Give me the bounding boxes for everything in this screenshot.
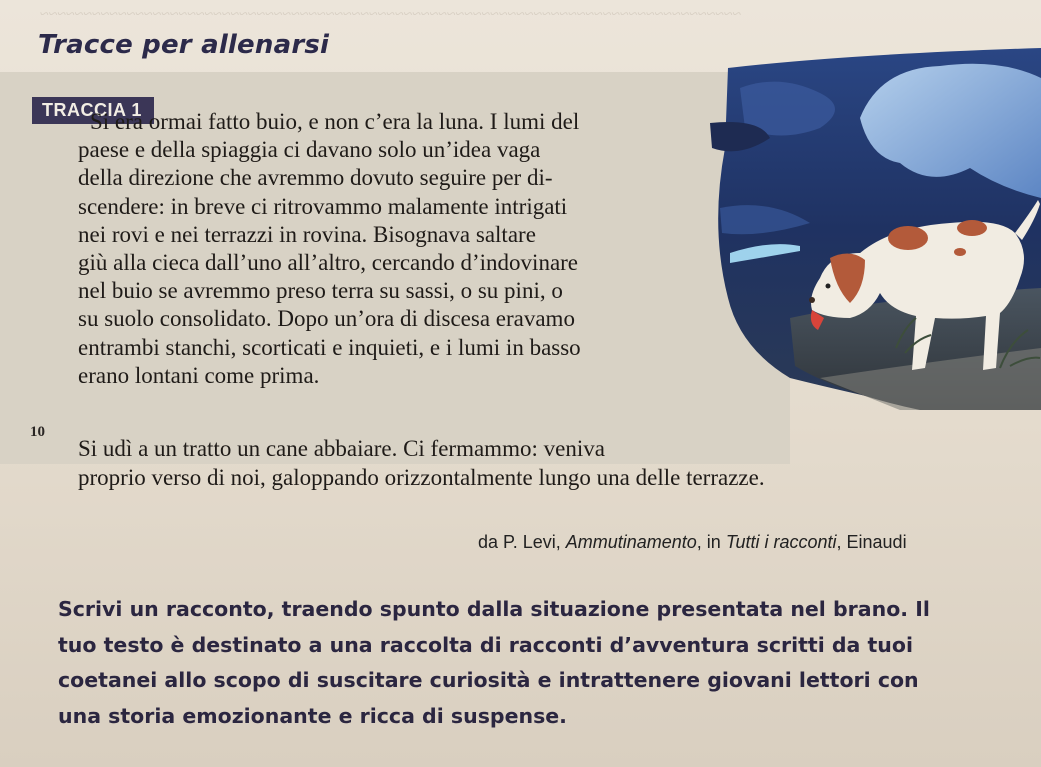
- source-work: Ammutinamento: [565, 532, 697, 552]
- task-line: Scrivi un racconto, traendo spunto dalla situazione presentata nel brano. Il: [58, 597, 930, 621]
- dog-illustration-icon: [700, 48, 1041, 410]
- passage-line: nel buio se avremmo preso terra su sassi, o su pini, o: [78, 278, 563, 304]
- passage-line: paese e della spiaggia ci davano solo un’idea vaga: [78, 137, 541, 163]
- passage-line: Si udì a un tratto un cane abbaiare. Ci fermammo: veniva: [78, 436, 605, 461]
- passage-paragraph-1: [78, 108, 581, 390]
- bleed-through-text: ~~~~~~~~~~~~~~~~~~~~~~~~~~~~~~~~~~~~~~~~~~~~~~~~~~~~~~~~~~~~~~~~~~~~~~~~~~~~~~~~~: [40, 6, 742, 23]
- task-instructions: [58, 592, 930, 734]
- passage-line: giù alla cieca dall’uno all’altro, cercando d’indovinare: [78, 250, 579, 276]
- traccia-badge: TRACCIA 1: [32, 97, 154, 124]
- passage-line: scendere: in breve ci ritrovammo malamente intrigati: [78, 193, 568, 219]
- task-line: coetanei allo scopo di suscitare curiosità e intrattenere giovani lettori con: [58, 668, 919, 692]
- passage-paragraph-2: [78, 435, 765, 492]
- source-middle: , in: [696, 532, 726, 552]
- task-line: una storia emozionante e ricca di suspense.: [58, 703, 567, 728]
- section-title: Tracce per allenarsi: [38, 30, 330, 60]
- passage-line: Si era ormai fatto buio, e non c’era la luna. I lumi del: [90, 109, 580, 134]
- source-citation: [478, 532, 907, 553]
- passage-line: erano lontani come prima.: [78, 362, 320, 388]
- source-publisher: , Einaudi: [836, 532, 907, 552]
- passage-line: della direzione che avremmo dovuto seguire per di-: [78, 165, 553, 191]
- passage-line: entrambi stanchi, scorticati e inquieti, e i lumi in basso: [78, 334, 581, 360]
- line-number: 10: [30, 424, 45, 440]
- passage-line: su suolo consolidato. Dopo un’ora di discesa eravamo: [78, 306, 575, 332]
- source-collection: Tutti i racconti: [725, 532, 837, 552]
- source-prefix: da P. Levi,: [478, 532, 566, 552]
- passage-line: nei rovi e nei terrazzi in rovina. Bisognava saltare: [78, 221, 536, 247]
- task-line: tuo testo è destinato a una raccolta di racconti d’avventura scritti da tuoi: [58, 632, 914, 657]
- passage-line: proprio verso di noi, galoppando orizzontalmente lungo una delle terrazze.: [78, 464, 765, 490]
